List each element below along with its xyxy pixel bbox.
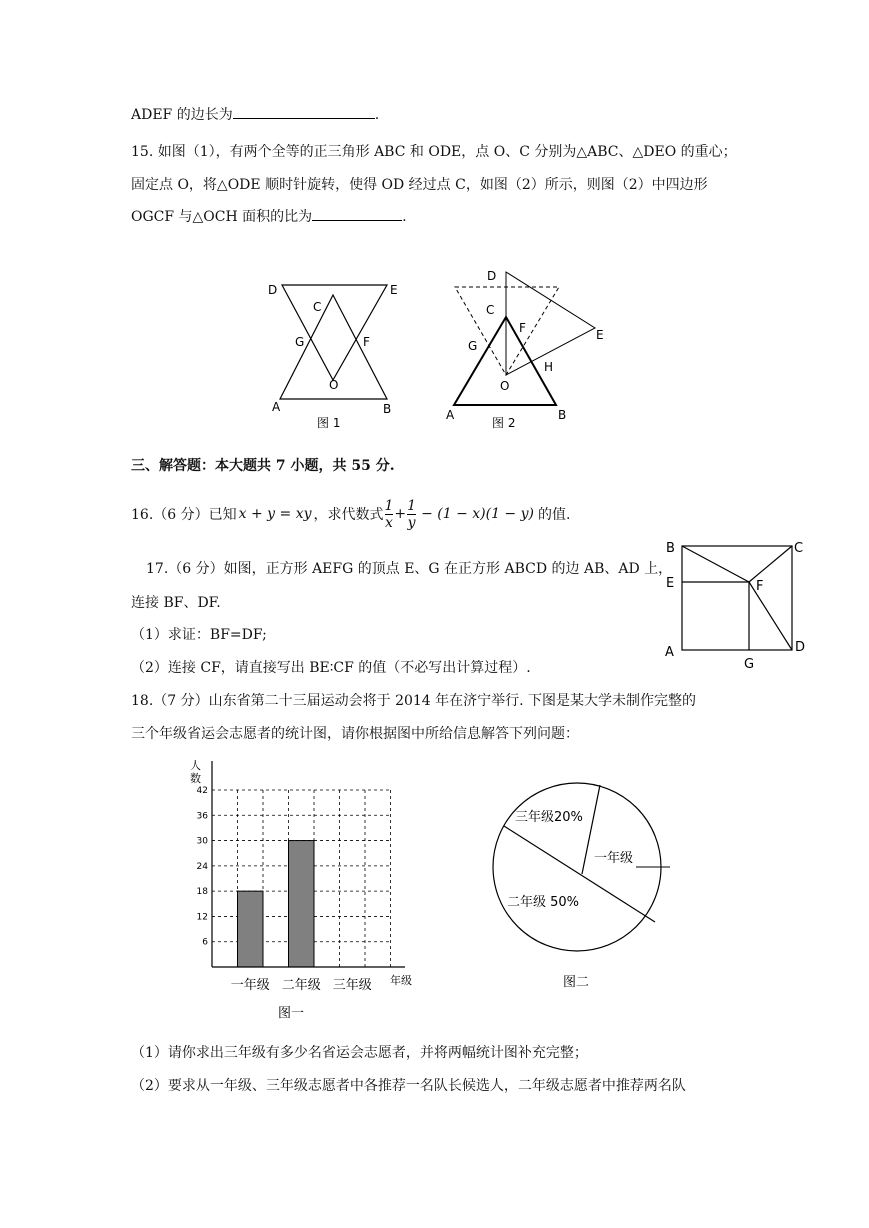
q18-part1: （1）请你求出三年级有多少名省运会志愿者，并将两幅统计图补充完整； bbox=[131, 1045, 588, 1061]
x-axis-label: 年级 bbox=[390, 974, 412, 987]
y-tick-label: 6 bbox=[202, 937, 208, 948]
q16-prefix: 16.（6 分）已知 bbox=[131, 507, 237, 523]
answer-blank bbox=[233, 104, 375, 119]
fig1-label-b: B bbox=[383, 402, 392, 416]
fig2-label-f: F bbox=[519, 321, 526, 335]
y-axis-label-2: 数 bbox=[190, 772, 201, 785]
bar-bars bbox=[238, 841, 315, 967]
fig1-label-c: C bbox=[313, 300, 322, 314]
fig1-label-e: E bbox=[390, 283, 398, 297]
y-tick-label: 30 bbox=[196, 836, 208, 847]
pie-label-grade1: 一年级 bbox=[594, 851, 634, 866]
q16-suffix: 的值. bbox=[538, 507, 571, 523]
category-label: 一年级 bbox=[230, 978, 270, 993]
fig2-label-a: A bbox=[446, 408, 455, 422]
bar-categories bbox=[231, 977, 372, 993]
fraction-1-over-y bbox=[407, 498, 416, 531]
q15-line2: 固定点 O，将△ODE 顺时针旋转，使得 OD 经过点 C，如图（2）所示，则图（2）中四边形 bbox=[131, 177, 708, 193]
bar-chart bbox=[180, 755, 440, 1025]
fig2-label-o: O bbox=[500, 379, 510, 393]
q17-label-d: D bbox=[795, 640, 806, 655]
q16-mid: ，求代数式 bbox=[313, 507, 384, 523]
fig2-label-h: H bbox=[544, 360, 554, 374]
q16 bbox=[131, 494, 570, 534]
q17-label-f: F bbox=[756, 579, 764, 594]
q17-part2: （2）连接 CF，请直接写出 BE∶CF 的值（不必写出计算过程）. bbox=[131, 660, 531, 676]
q14-tail bbox=[131, 104, 379, 124]
y-tick-label: 12 bbox=[196, 912, 208, 923]
answer-blank bbox=[312, 206, 402, 221]
category-label: 二年级 bbox=[281, 978, 321, 993]
y-tick-label: 18 bbox=[196, 887, 208, 898]
figure-1 bbox=[260, 276, 420, 436]
q16-expression: − (1 − x)(1 − y) bbox=[421, 506, 534, 522]
fig1-label-o: O bbox=[329, 378, 339, 392]
y-tick-label: 36 bbox=[196, 811, 208, 822]
q17-line1: 17.（6 分）如图，正方形 AEFG 的顶点 E、G 在正方形 ABCD 的边 AB、AD 上， bbox=[146, 561, 673, 577]
fig1-label-d: D bbox=[268, 283, 278, 297]
q17-label-c: C bbox=[794, 541, 804, 556]
frac2-num: 1 bbox=[407, 497, 417, 514]
q15-line3 bbox=[131, 206, 407, 226]
q17-label-e: E bbox=[666, 576, 675, 591]
plus-sign: + bbox=[394, 506, 407, 522]
q14-text: ADEF 的边长为 bbox=[131, 107, 233, 123]
q17-label-a: A bbox=[665, 645, 674, 660]
pie-circle bbox=[493, 783, 661, 951]
bar-chart-caption: 图一 bbox=[278, 1006, 305, 1021]
fig1-label-f: F bbox=[363, 335, 370, 349]
bar-1 bbox=[238, 891, 264, 967]
pie-label-grade2: 二年级 50% bbox=[507, 895, 580, 910]
fig1-label-g: G bbox=[295, 335, 305, 349]
fig2-label-e: E bbox=[596, 328, 604, 342]
q15-line1: 15. 如图（1），有两个全等的正三角形 ABC 和 ODE，点 O、C 分别为△ABC、△DEO 的重心； bbox=[131, 144, 737, 160]
q18-part2: （2）要求从一年级、三年级志愿者中各推荐一名队长候选人，二年级志愿者中推荐两名队 bbox=[131, 1078, 686, 1094]
fig2-label-c: C bbox=[486, 303, 495, 317]
fig2-label-b: B bbox=[558, 408, 567, 422]
q17-part1: （1）求证：BF=DF; bbox=[131, 627, 267, 643]
frac1-den: x bbox=[385, 514, 393, 531]
frac1-num: 1 bbox=[384, 497, 394, 514]
bar-ticks bbox=[197, 786, 209, 948]
fraction-1-over-x bbox=[385, 498, 394, 531]
fig2-label-g: G bbox=[468, 339, 478, 353]
category-label: 三年级 bbox=[332, 978, 372, 993]
frac2-den: y bbox=[407, 514, 416, 531]
fig2-caption: 图 2 bbox=[492, 416, 516, 430]
section-title: 三、解答题：本大题共 7 小题，共 55 分. bbox=[131, 458, 395, 474]
bar-2 bbox=[289, 841, 315, 967]
pie-chart bbox=[480, 770, 690, 996]
pie-label-grade3: 三年级20% bbox=[515, 810, 583, 825]
figure-q17 bbox=[660, 536, 810, 672]
figure-2 bbox=[440, 262, 620, 438]
pie-chart-caption: 图二 bbox=[563, 975, 590, 990]
q18-line2: 三个年级省运会志愿者的统计图，请你根据图中所给信息解答下列问题： bbox=[131, 726, 579, 742]
fig1-caption: 图 1 bbox=[317, 416, 341, 430]
q15-line3-text: OGCF 与△OCH 面积的比为 bbox=[131, 209, 313, 225]
q18-line1: 18.（7 分）山东省第二十三届运动会将于 2014 年在济宁举行. 下图是某大学未制作完整的 bbox=[131, 693, 697, 709]
q17-line2: 连接 BF、DF. bbox=[131, 595, 221, 611]
q14-end: . bbox=[374, 107, 380, 123]
fig1-label-a: A bbox=[272, 400, 281, 414]
q17-label-g: G bbox=[744, 657, 755, 672]
q15-end: . bbox=[402, 209, 407, 225]
y-tick-label: 42 bbox=[196, 786, 208, 796]
q16-condition: x + y = xy bbox=[238, 506, 312, 522]
q17-label-b: B bbox=[666, 541, 675, 556]
fig2-label-d: D bbox=[487, 269, 497, 283]
y-tick-label: 24 bbox=[196, 861, 208, 872]
y-axis-label-1: 人 bbox=[190, 759, 201, 772]
